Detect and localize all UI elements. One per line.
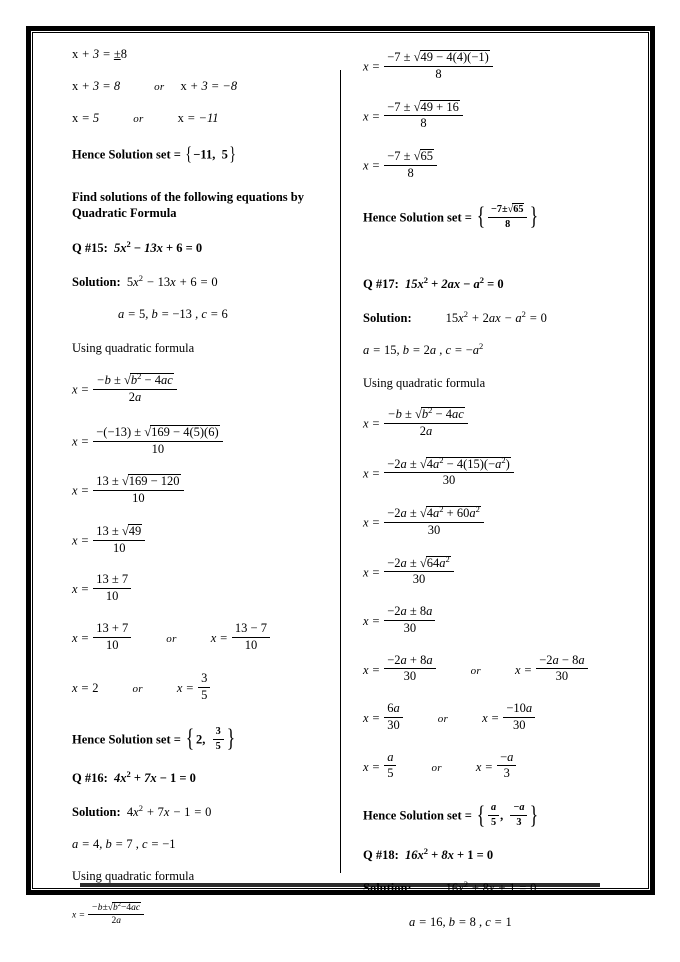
q17-coefficients: a = 15, b = 2a , $c = -a^2$ (363, 340, 484, 357)
q17-step-2: x = $\frac{-2a \pm √4a^2 + 60a^2}{30}$ (363, 508, 624, 540)
left-column (40, 40, 325, 930)
q15-step-2: x = $\frac{13 \pm √169 - 120}{10}$ (72, 476, 319, 508)
q17-solution-label: Solution: $15x^2 + 2ax - a^2 = 0$ (363, 308, 547, 325)
q16-solution-label: Solution: $4x^2 + 7x - 1 = 0$ (72, 802, 212, 820)
q17-using-label: Using quadratic formula (363, 376, 486, 391)
q16-step-3: x = $\frac{-7 \pm √65}{8}$ (363, 151, 624, 183)
q18-solution-label: Solution: $16x^2 + 8x + 1 = 0$ (363, 879, 537, 896)
q15-coefficients: a = 5, b = −13 , c = 6 (118, 306, 228, 321)
page-content (40, 40, 640, 929)
q15-step-1: x = $\frac{-(-13) \pm √169 - 4(5)(6)}{10}$ (72, 427, 319, 459)
q17-step-4: x = $\frac{-2a \pm 8a}{30}$ (363, 607, 624, 638)
q17-step-3: x = $\frac{-2a \pm √64a^2}{30}$ (363, 558, 624, 590)
q16-solution-set: Hence Solution set = { $\frac{-7\pm√65}{8}$ } (363, 203, 539, 230)
q15-solution-set: Hence Solution set = { 2, $\frac{3}{5}$ } (72, 725, 235, 753)
q17-solution-set: Hence Solution set = { $\frac{a}{5}$ , $\frac{-a}{3}$ } (363, 801, 539, 829)
q15-solution-label: Solution: $5x^2 - 13x + 6 = 0$ (72, 272, 218, 290)
q15-branches: x = $\frac{13 + 7}{10}$ or x = $\frac{13 - 7}{10}$ (72, 624, 319, 655)
q17-heading: Q #17: $15x^2 + 2ax - a^2 = 0$ (363, 274, 504, 291)
prev-line-2: x + 3 = 8 or x + 3 = −8 (72, 78, 238, 93)
q17-roots: x = $\frac{a}{5}$ or x = $\frac{-a}{3}$ (363, 753, 624, 784)
q17-quadratic-formula: x = $\frac{-b \pm √b^2 - 4ac}{2a}$ (363, 409, 624, 441)
q16-step-2: x = $\frac{-7 \pm √49 + 16}{8}$ (363, 102, 624, 134)
q15-step-4: x = $\frac{13 \pm 7}{10}$ (72, 575, 319, 606)
right-column (343, 40, 628, 930)
q17-branches: x = $\frac{-2a + 8a}{30}$ or x = $\frac{-2a - 8a}{30}$ (363, 656, 624, 687)
q15-heading: Q #15: $5x^2 - 13x + 6 = 0$ (72, 239, 203, 256)
q17-step-1: x = $\frac{-2a \pm √4a^2 - 4(15)(-a^2)}{30}$ (363, 459, 624, 491)
q18-coefficients: a = 16, b = 8 , c = 1 (409, 915, 512, 929)
q16-coefficients: a = 4, b = 7 , c = −1 (72, 836, 176, 851)
q16-heading: Q #16: $4x^2 + 7x - 1 = 0$ (72, 769, 196, 786)
q16-quadratic-formula: x = $\frac{-b\pm√b^2-4ac}{2a}$ (72, 903, 319, 928)
q16-using-label: Using quadratic formula (72, 868, 195, 883)
prev-line-1: x + 3 = ±8 (72, 47, 127, 61)
two-column-layout (40, 40, 640, 930)
prev-line-3: x = 5 or x = −11 (72, 110, 219, 125)
q15-roots: x = 2 or x = $\frac{3}{5}$ (72, 674, 319, 705)
q17-simplified: x = $\frac{6a}{30}$ or x = $\frac{-10a}{30}$ (363, 704, 624, 735)
q15-using-label: Using quadratic formula (72, 340, 195, 355)
q15-step-3: x = $\frac{13 \pm √49}{10}$ (72, 526, 319, 558)
q15-quadratic-formula: x = $\frac{-b \pm √b^2 - 4ac}{2a}$ (72, 375, 319, 407)
q18-heading: Q #18: $16x^2 + 8x + 1 = 0$ (363, 845, 494, 862)
prev-solution-set: Hence Solution set = {−11, 5} (72, 144, 236, 166)
section-heading: Find solutions of the following equations by Quadratic Formula (72, 189, 304, 221)
q16-step-1: x = $\frac{-7 \pm √49 - 4(4)(-1)}{8}$ (363, 52, 624, 84)
